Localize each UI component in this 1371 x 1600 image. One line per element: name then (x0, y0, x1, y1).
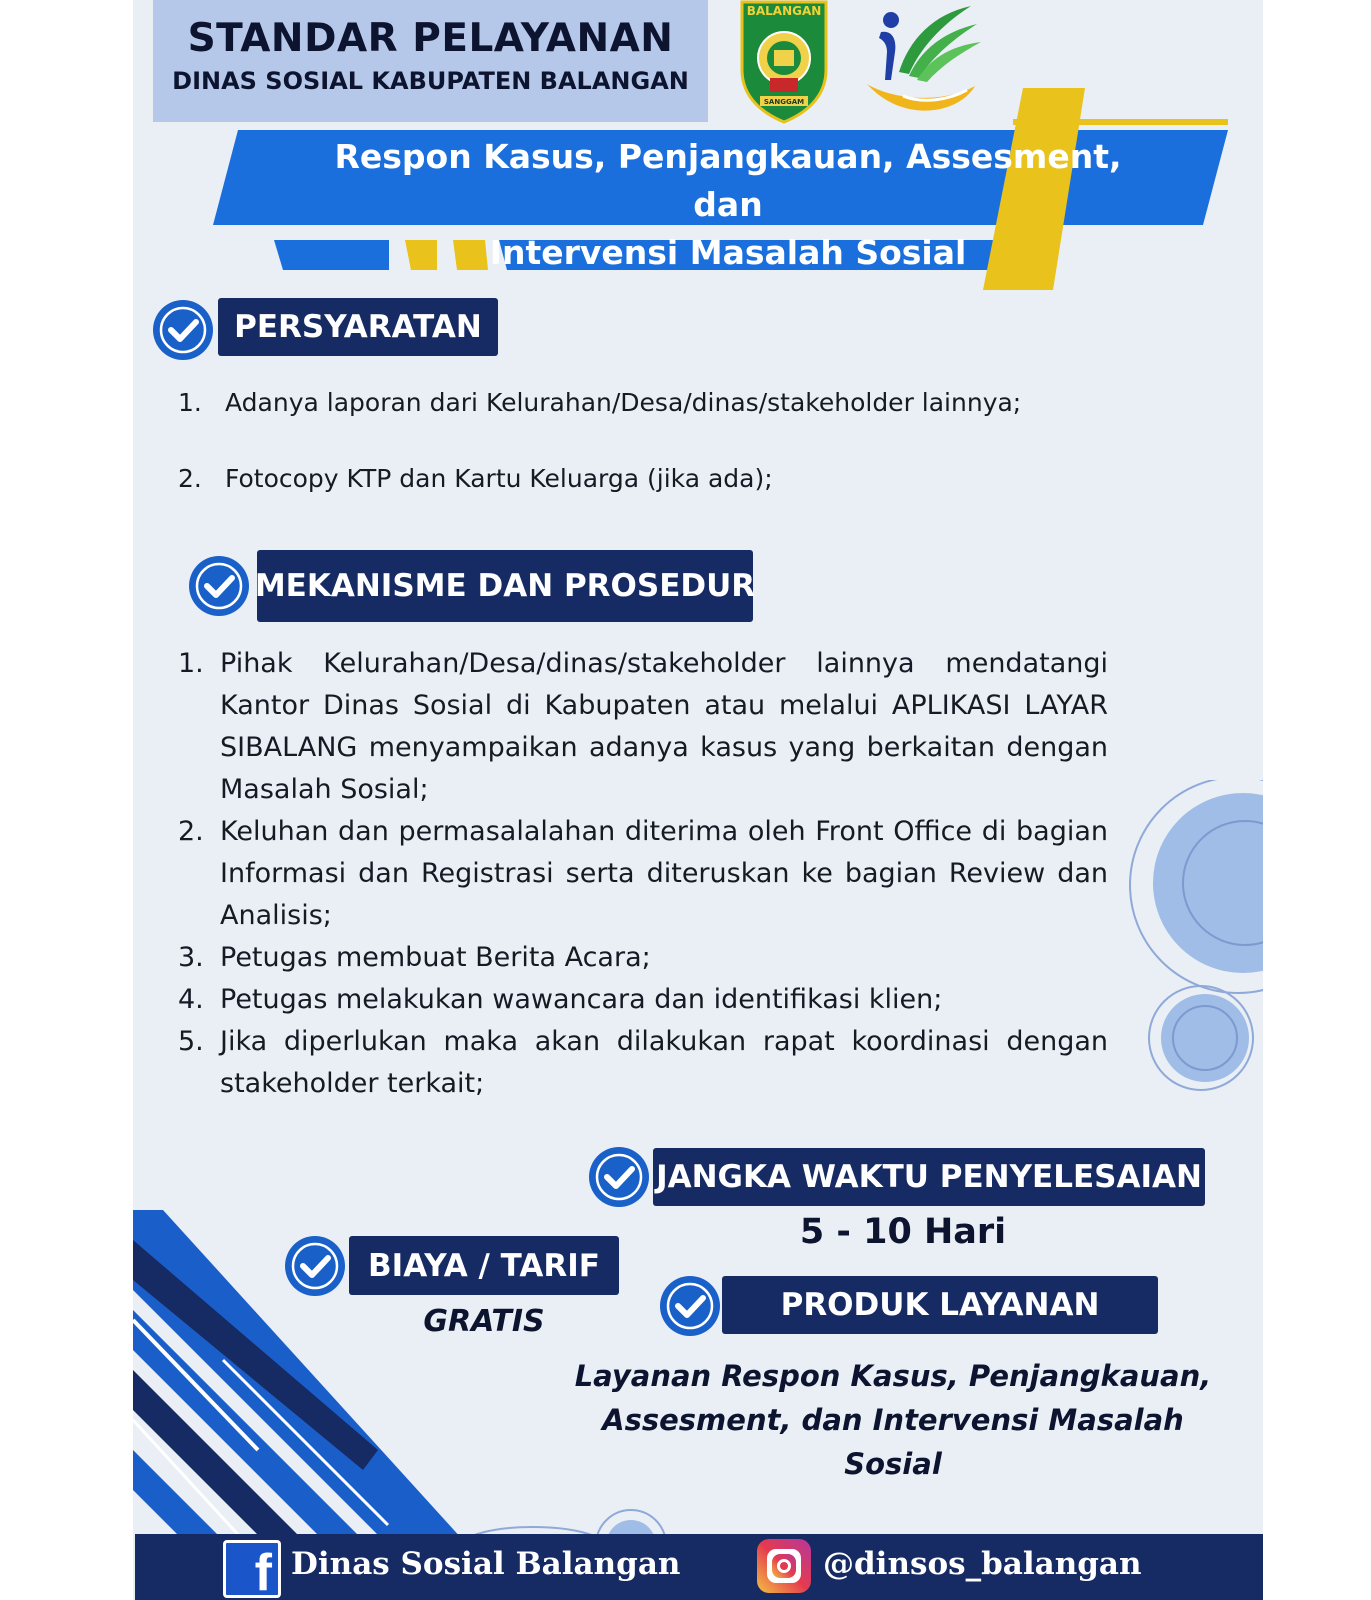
fee-value: GRATIS (423, 1304, 545, 1339)
procedure-text: Petugas membuat Berita Acara; (220, 942, 651, 973)
banner-line-1: Respon Kasus, Penjangkauan, Assesment, dan (334, 137, 1122, 224)
service-name-banner (323, 133, 1133, 277)
requirement-item (178, 464, 773, 493)
facebook-account[interactable]: Dinas Sosial Balangan (291, 1546, 681, 1582)
completion-time-value: 5 - 10 Hari (799, 1212, 1007, 1252)
check-icon (285, 1236, 345, 1296)
procedure-number: 1. (178, 648, 204, 679)
requirement-number: 1. (178, 388, 202, 417)
page-subtitle: DINAS SOSIAL KABUPATEN BALANGAN (172, 67, 689, 95)
service-product-line-2: Assesment, dan Intervensi Masalah Sosial (602, 1403, 1184, 1481)
social-media-footer (135, 1534, 1263, 1600)
service-standard-poster (133, 0, 1263, 1600)
service-product-line-1: Layanan Respon Kasus, Penjangkauan, (574, 1359, 1212, 1393)
emblem-name-text: BALANGAN (746, 4, 822, 18)
procedure-list (178, 643, 1263, 1105)
procedure-text: Petugas melakukan wawancara dan identifikasi klien; (220, 984, 943, 1015)
check-icon (153, 300, 213, 360)
mekanisme-heading: MEKANISME DAN PROSEDUR (257, 550, 753, 622)
requirement-number: 2. (178, 464, 202, 493)
jangka-waktu-heading: JANGKA WAKTU PENYELESAIAN (653, 1148, 1205, 1206)
biaya-heading: BIAYA / TARIF (349, 1236, 619, 1295)
procedure-item (178, 811, 1263, 937)
procedure-number: 3. (178, 942, 204, 973)
procedure-item (178, 937, 1263, 979)
requirement-text: Adanya laporan dari Kelurahan/Desa/dinas/stakeholder lainnya; (225, 388, 1022, 417)
procedure-number: 4. (178, 984, 204, 1015)
check-icon (660, 1276, 720, 1336)
banner-line-2: Intervensi Masalah Sosial (489, 233, 967, 272)
instagram-account[interactable]: @dinsos_balangan (823, 1546, 1142, 1582)
check-icon (189, 556, 249, 616)
requirement-text: Fotocopy KTP dan Kartu Keluarga (jika ada); (225, 464, 773, 493)
instagram-icon (757, 1539, 811, 1593)
persyaratan-heading: PERSYARATAN (218, 298, 498, 356)
procedure-text: Pihak Kelurahan/Desa/dinas/stakeholder lainnya mendatangi Kantor Dinas Sosial di Kabupaten atau melalui APLIKASI LAYAR SIBALANG menyampaikan adanya kasus yang berkaitan dengan Masalah Sosial; (220, 648, 1108, 805)
procedure-item (178, 643, 1263, 811)
requirement-item (178, 388, 1021, 417)
service-product-value (553, 1354, 1233, 1486)
procedure-text: Jika diperlukan maka akan dilakukan rapat koordinasi dengan stakeholder terkait; (220, 1026, 1108, 1099)
produk-heading: PRODUK LAYANAN (722, 1276, 1158, 1334)
procedure-number: 2. (178, 816, 204, 847)
page-title: STANDAR PELAYANAN (187, 16, 674, 61)
facebook-icon: f (223, 1540, 281, 1598)
procedure-number: 5. (178, 1026, 204, 1057)
procedure-text: Keluhan dan permasalalahan diterima oleh Front Office di bagian Informasi dan Registrasi serta diteruskan ke bagian Review dan Analisis; (220, 816, 1108, 931)
procedure-item (178, 1021, 1263, 1105)
check-icon (589, 1147, 649, 1207)
procedure-item (178, 979, 1263, 1021)
emblem-ribbon-text: SANGGAM (763, 98, 805, 106)
